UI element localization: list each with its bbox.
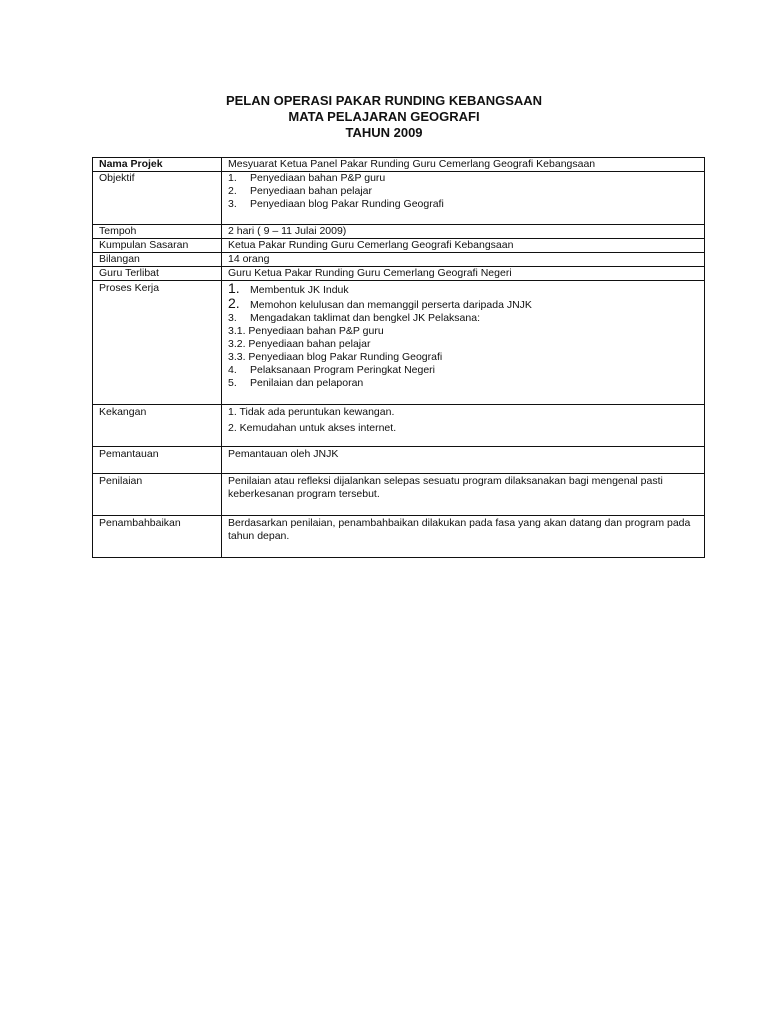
list-item: 3.1. Penyediaan bahan P&P guru	[228, 325, 384, 337]
value-objektif	[222, 172, 705, 225]
value-kekangan	[222, 405, 705, 447]
list-item: 2. Memohon kelulusan dan memanggil perserta daripada JNJK	[228, 295, 532, 311]
list-item: 4. Pelaksanaan Program Peringkat Negeri	[228, 364, 436, 376]
list-item: 2. Penyediaan bahan pelajar	[228, 185, 373, 197]
table-row	[93, 172, 705, 225]
list-item: 3. Penyediaan blog Pakar Runding Geografi	[228, 198, 444, 210]
label-bilangan: Bilangan	[93, 253, 222, 267]
value-proses-kerja	[222, 281, 705, 405]
table-row	[93, 253, 705, 267]
value-penambahbaikan: Berdasarkan penilaian, penambahbaikan dilakukan pada fasa yang akan datang dan program pada tahun depan.	[222, 516, 705, 558]
heading-title: PELAN OPERASI PAKAR RUNDING KEBANGSAAN	[225, 93, 543, 108]
list-item: 1. Membentuk JK Induk	[228, 280, 349, 296]
heading-subject: MATA PELAJARAN GEOGRAFI	[288, 109, 480, 124]
list-item: 3. Mengadakan taklimat dan bengkel JK Pelaksana:	[228, 312, 480, 324]
plan-table	[92, 157, 705, 558]
table-row	[93, 405, 705, 447]
heading-year: TAHUN 2009	[345, 125, 423, 140]
table-row	[93, 281, 705, 405]
label-tempoh: Tempoh	[93, 225, 222, 239]
value-nama-projek: Mesyuarat Ketua Panel Pakar Runding Guru Cemerlang Geografi Kebangsaan	[222, 158, 705, 172]
label-nama-projek: Nama Projek	[93, 158, 222, 172]
list-item: 1. Penyediaan bahan P&P guru	[228, 172, 386, 184]
value-kumpulan-sasaran: Ketua Pakar Runding Guru Cemerlang Geografi Kebangsaan	[222, 239, 705, 253]
list-item: 2. Kemudahan untuk akses internet.	[228, 422, 397, 434]
list-item: 1. Tidak ada peruntukan kewangan.	[228, 406, 395, 418]
table-row	[93, 225, 705, 239]
label-proses-kerja: Proses Kerja	[93, 281, 222, 405]
label-pemantauan: Pemantauan	[93, 447, 222, 474]
list-item: 3.2. Penyediaan bahan pelajar	[228, 338, 371, 350]
table-row	[93, 516, 705, 558]
table-row	[93, 447, 705, 474]
table-row	[93, 239, 705, 253]
table-row	[93, 474, 705, 516]
list-item: 5. Penilaian dan pelaporan	[228, 377, 364, 389]
label-kumpulan-sasaran: Kumpulan Sasaran	[93, 239, 222, 253]
label-kekangan: Kekangan	[93, 405, 222, 447]
value-guru-terlibat: Guru Ketua Pakar Runding Guru Cemerlang Geografi Negeri	[222, 267, 705, 281]
value-pemantauan: Pemantauan oleh JNJK	[222, 447, 705, 474]
label-objektif: Objektif	[93, 172, 222, 225]
value-tempoh: 2 hari ( 9 – 11 Julai 2009)	[222, 225, 705, 239]
label-penambahbaikan: Penambahbaikan	[93, 516, 222, 558]
value-bilangan: 14 orang	[222, 253, 705, 267]
label-guru-terlibat: Guru Terlibat	[93, 267, 222, 281]
document-heading	[0, 93, 768, 141]
list-item: 3.3. Penyediaan blog Pakar Runding Geografi	[228, 351, 443, 363]
table-row	[93, 267, 705, 281]
label-penilaian: Penilaian	[93, 474, 222, 516]
table-row	[93, 158, 705, 172]
value-penilaian: Penilaian atau refleksi dijalankan selepas sesuatu program dilaksanakan bagi mengenal pasti keberkesanan program tersebut.	[222, 474, 705, 516]
